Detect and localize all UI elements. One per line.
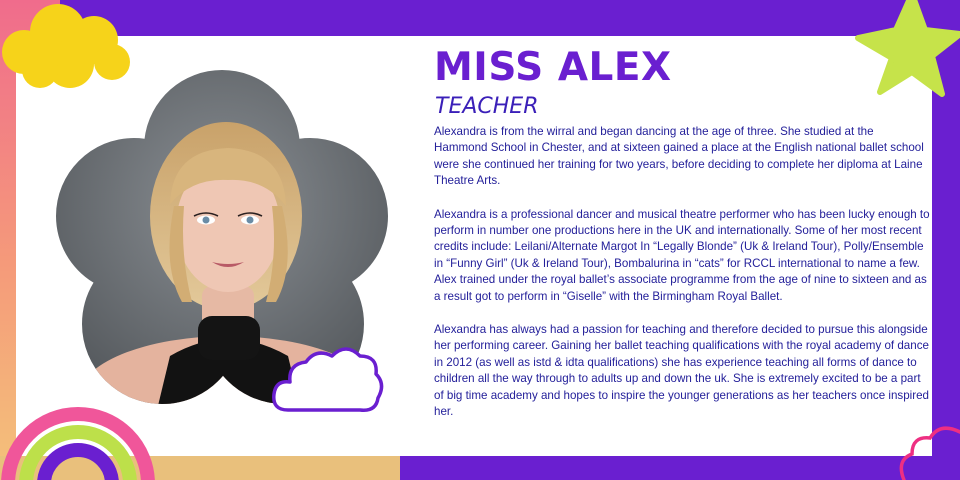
teacher-name: MISS ALEX: [434, 45, 672, 90]
rainbow-icon: [0, 368, 156, 480]
bio-paragraph-1: Alexandra is from the wirral and began dancing at the age of three. She studied at the Hammond School in Chester, and at sixteen gained a place at the English national ballet school were she continued her training for two years, before deciding to complete her diploma at Laine Theatre Arts.: [434, 125, 924, 188]
white-cloud-icon: [268, 340, 386, 426]
teacher-role: TEACHER: [435, 94, 539, 119]
profile-text: [434, 44, 930, 438]
bio-paragraph-3: Alexandra has always had a passion for teaching and therefore decided to pursue this alongside her performing career. Gaining her ballet teaching qualifications with the royal academy of dance in 2012 (as well as istd & idta qualifications) she has experience teaching all forms of dance to children all the way through to adults up and down the uk. She is extremely excited to be a part of big time academy and hopes to inspire the younger generations as her teachers once inspired her.: [434, 323, 929, 419]
bio-paragraph-2: Alexandra is a professional dancer and musical theatre performer who has been lucky enough to perform in number one productions here in the UK and internationally. Some of her most recent credits include: Leilani/Alternate Margot In “Legally Blonde” (Uk & Ireland Tour), Polly/Ensemble in “Funny Girl” (Uk & Ireland Tour), Bombalurina in “cats” for RCCL international to name a few. Alex trained under the royal ballet’s associate programme from the age of nine to sixteen and as a result got to perform in “Giselle” with the Birmingham Royal Ballet.: [434, 207, 930, 303]
teacher-bio: [434, 124, 930, 421]
